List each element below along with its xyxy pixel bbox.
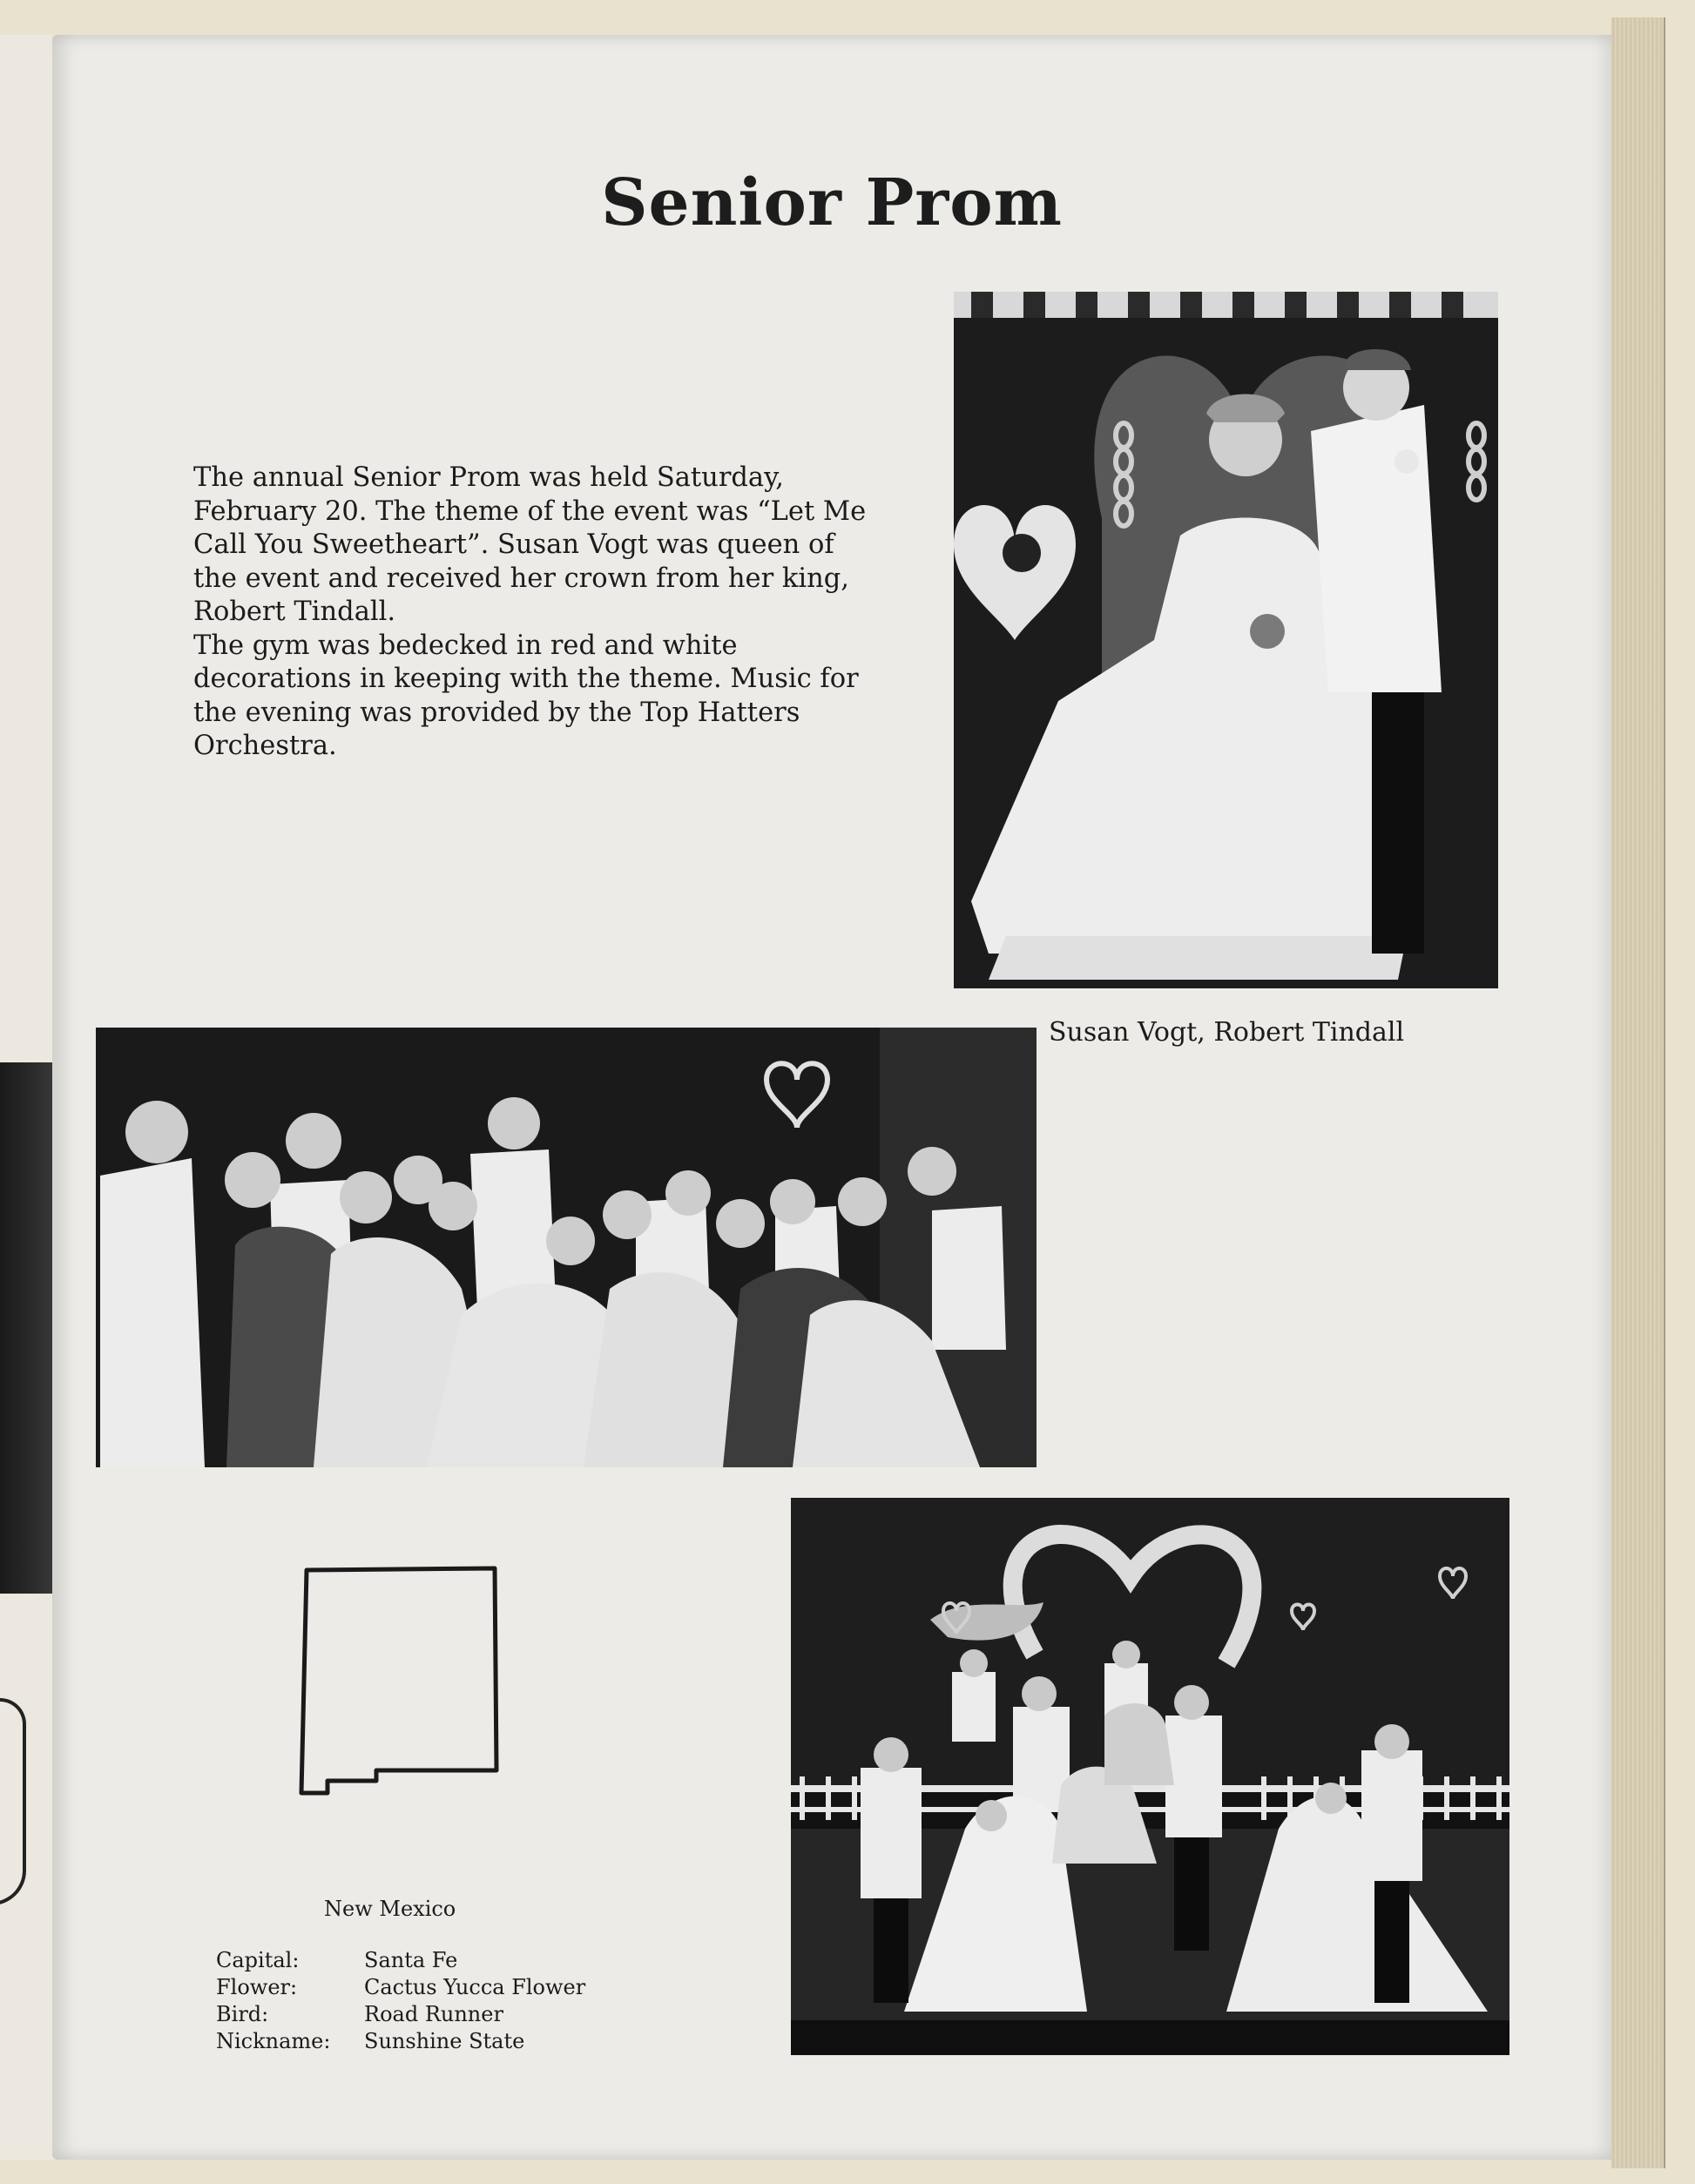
intro-paragraph-2: The gym was bedecked in red and white decorations in keeping with the theme. Music for the evening was provided by the Top Hatters Orchestra. [193,630,859,761]
queen-king-caption: Susan Vogt, Robert Tindall [1049,1017,1405,1048]
previous-page-state-outline-fragment [0,1698,26,1905]
state-name: New Mexico [324,1897,456,1921]
awning-stripes [954,292,1498,318]
court-group-photo [96,1028,1037,1467]
new-mexico-outline-map [296,1563,505,1824]
fact-value: Cactus Yucca Flower [364,1975,586,1999]
state-fact-row [216,2002,585,2029]
page-title: Senior Prom [601,165,1063,240]
fact-label: Capital: [216,1948,300,1972]
intro-text [193,462,873,764]
state-fact-row [216,2029,585,2056]
previous-page-edge [0,35,58,2160]
fact-value: Santa Fe [364,1948,458,1972]
state-fact-row [216,1948,585,1975]
intro-paragraph-1: The annual Senior Prom was held Saturday, February 20. The theme of the event was “Let Me Call You Sweetheart”. Susan Vogt was queen of the event and received her crown from her king, Robert Tindall. [193,462,867,627]
fact-value: Sunshine State [364,2029,525,2053]
dance-floor-photo [791,1498,1509,2055]
queen-king-photo [954,292,1498,988]
page-stack-edge [1611,17,1665,2168]
fact-value: Road Runner [364,2002,503,2026]
previous-page-photo-fragment [0,1062,56,1594]
state-fact-row [216,1975,585,2002]
fact-label: Flower: [216,1975,298,1999]
fact-label: Bird: [216,2002,269,2026]
fact-label: Nickname: [216,2029,331,2053]
state-facts-table [216,1948,585,2056]
yearbook-page [52,35,1611,2160]
